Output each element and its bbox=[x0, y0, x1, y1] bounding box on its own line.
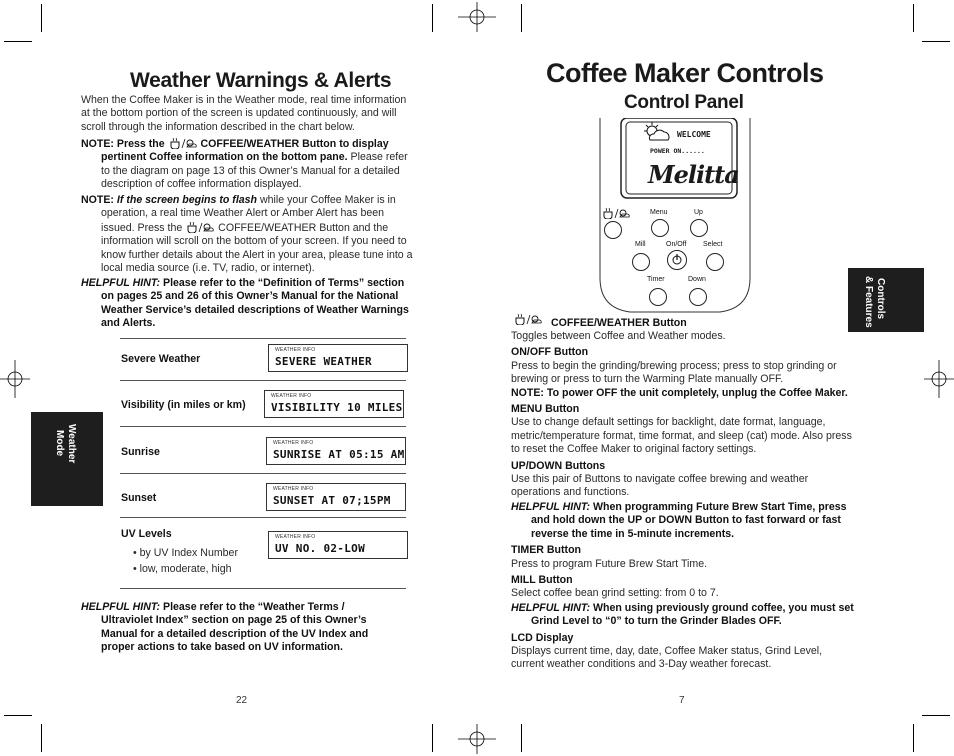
note-text-b: COFFEE/WEATHER Button and the information will scroll on the bottom of your screen. If you need to know further details about the Alert in your area, please tune into a local media source (i.e. TV, radio, or internet). bbox=[101, 221, 413, 275]
onoff-label: On/Off bbox=[666, 241, 687, 248]
note-rest-text: Please refer to the diagram on page 13 of this Owner’s Manual for a detailed description of coffee information displayed. bbox=[101, 151, 408, 191]
note-coffee-weather bbox=[81, 137, 413, 192]
section-heading: MENU Button bbox=[511, 403, 580, 416]
registration-mark-bottom bbox=[458, 724, 496, 754]
section-text: Toggles between Coffee and Weather modes. bbox=[511, 330, 726, 342]
helpful-hint-terms bbox=[81, 277, 413, 331]
note-flash bbox=[81, 194, 413, 275]
hint-label: HELPFUL HINT: bbox=[81, 277, 161, 289]
note-bold-text: COFFEE/WEATHER Button to display pertinent Coffee information on the bottom pane. bbox=[101, 138, 389, 164]
controls-descriptions bbox=[511, 313, 856, 672]
coffee-weather-icon bbox=[601, 207, 631, 219]
section-heading: COFFEE/WEATHER Button bbox=[551, 317, 687, 329]
section-heading: LCD Display bbox=[511, 631, 574, 644]
lcd-readout: WEATHER INFO SEVERE WEATHER bbox=[268, 344, 408, 372]
section-text: Use this pair of Buttons to navigate coffee brewing and weather operations and functions. bbox=[511, 473, 809, 499]
section-tab-controls-features: Controls & Features bbox=[848, 268, 924, 332]
uv-bullet: • low, moderate, high bbox=[133, 563, 232, 575]
registration-mark-right bbox=[924, 360, 954, 398]
select-button[interactable] bbox=[706, 253, 724, 271]
section-text: Press to program Future Brew Start Time. bbox=[511, 557, 708, 570]
hint-label: HELPFUL HINT: bbox=[81, 601, 161, 613]
down-label: Down bbox=[688, 276, 706, 283]
page-subtitle: Control Panel bbox=[624, 92, 744, 113]
note-italic-text: If the screen begins to flash bbox=[116, 194, 258, 206]
select-label: Select bbox=[703, 241, 723, 248]
lcd-welcome-text: WELCOME bbox=[677, 130, 711, 139]
up-label: Up bbox=[694, 209, 703, 216]
coffee-weather-button[interactable] bbox=[604, 221, 622, 239]
page-number: 22 bbox=[236, 695, 248, 706]
hint-text: Please refer to the “Weather Terms / Ultraviolet Index” section on page 25 of this Owner’s Manual for a detailed description of the UV Index and proper actions to take based on UV information. bbox=[101, 601, 369, 654]
note-prefix: NOTE: Press the bbox=[81, 138, 165, 150]
power-icon bbox=[668, 251, 686, 269]
section-tab-weather-mode: Weather Mode bbox=[31, 412, 103, 506]
lcd-readout: WEATHER INFO SUNSET AT 07;15PM bbox=[266, 483, 406, 511]
up-button[interactable] bbox=[690, 219, 708, 237]
table-row-label: Sunset bbox=[121, 492, 157, 504]
registration-mark-left bbox=[0, 360, 30, 398]
mill-button[interactable] bbox=[632, 253, 650, 271]
coffee-weather-icon bbox=[185, 221, 215, 233]
menu-label: Menu bbox=[650, 209, 668, 216]
table-row-label: Severe Weather bbox=[121, 353, 201, 365]
table-row-label: Sunrise bbox=[121, 446, 160, 458]
menu-button[interactable] bbox=[651, 219, 669, 237]
page-title: Weather Warnings & Alerts bbox=[130, 69, 392, 92]
sun-cloud-icon bbox=[640, 120, 676, 144]
onoff-button[interactable] bbox=[667, 250, 687, 270]
lcd-readout: WEATHER INFO VISIBILITY 10 MILES bbox=[264, 390, 404, 418]
table-row-label: UV Levels bbox=[121, 528, 172, 540]
page-title: Coffee Maker Controls bbox=[546, 58, 824, 88]
lcd-readout: WEATHER INFO UV NO. 02-LOW bbox=[268, 531, 408, 559]
section-text: Press to begin the grinding/brewing process; press to stop grinding or brewing or press to turn the Warming Plate manually OFF. bbox=[511, 359, 837, 386]
section-heading: TIMER Button bbox=[511, 544, 582, 557]
intro-paragraph: When the Coffee Maker is in the Weather mode, real time information at the bottom portion of the screen is updated continuously, and will scroll through the information described in the chart below. bbox=[81, 94, 407, 133]
section-heading: MILL Button bbox=[511, 573, 573, 586]
table-row-label: Visibility (in miles or km) bbox=[121, 399, 246, 411]
down-button[interactable] bbox=[689, 288, 707, 306]
section-text: Select coffee bean grind setting: from 0 to 7. bbox=[511, 587, 719, 600]
note-prefix: NOTE: bbox=[81, 194, 114, 206]
lcd-power-text: POWER ON...... bbox=[650, 147, 705, 155]
coffee-weather-icon bbox=[513, 313, 543, 325]
hint-text: Please refer to the “Definition of Terms” section on pages 25 and 26 of this Owner’s Manual for the National Weather Service’s detailed descriptions of Weather Warnings and Alerts. bbox=[101, 277, 409, 330]
timer-button[interactable] bbox=[649, 288, 667, 306]
helpful-hint-mill: HELPFUL HINT: When using previously ground coffee, you must set Grind Level to “0” to turn the Grinder Blades OFF. bbox=[511, 601, 854, 628]
melitta-logo: Melitta bbox=[648, 160, 739, 189]
section-text: Use to change default settings for backlight, date format, language, metric/temperature format, time format, and sleep (cat) mode. Also press to reset the Coffee Maker to original factory settings. bbox=[511, 416, 852, 456]
mill-label: Mill bbox=[635, 241, 646, 248]
note-power-off: NOTE: To power OFF the unit completely, unplug the Coffee Maker. bbox=[511, 386, 848, 399]
helpful-hint-updown: HELPFUL HINT: When programming Future Brew Start Time, press and hold down the UP or DOWN Button to fast forward or fast reverse the time in 5-minute increments. bbox=[511, 500, 847, 540]
timer-label: Timer bbox=[647, 276, 665, 283]
lcd-readout: WEATHER INFO SUNRISE AT 05:15 AM bbox=[266, 437, 406, 465]
section-text: Displays current time, day, date, Coffee Maker status, Grind Level, current weather conditions and 3-Day weather forecast. bbox=[511, 644, 823, 671]
note-text-a: while your Coffee Maker is in operation, a real time Weather Alert or Amber Alert has been issued. Press the bbox=[101, 194, 396, 234]
registration-mark-top bbox=[458, 2, 496, 32]
section-heading: ON/OFF Button bbox=[511, 346, 589, 359]
uv-bullet: • by UV Index Number bbox=[133, 547, 238, 559]
coffee-weather-icon bbox=[168, 137, 198, 149]
helpful-hint-uv bbox=[81, 601, 381, 655]
section-heading: UP/DOWN Buttons bbox=[511, 459, 606, 472]
page-number: 7 bbox=[679, 695, 685, 706]
